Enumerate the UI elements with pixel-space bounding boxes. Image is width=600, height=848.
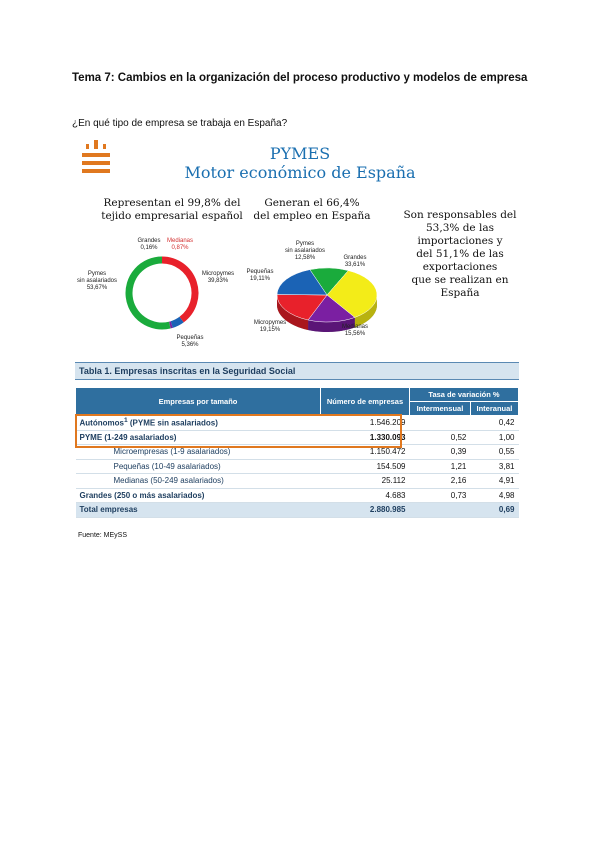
label-line: Medianas <box>166 238 193 244</box>
right-caption <box>390 209 530 300</box>
table-row <box>76 488 519 503</box>
donut-label-grandes <box>134 238 164 252</box>
left-caption <box>92 197 252 223</box>
row-yearly: 1,00 <box>470 430 518 445</box>
data-table <box>75 387 519 518</box>
pie-label-micropymes <box>250 320 290 334</box>
right-caption-line: Son responsables del <box>403 209 517 221</box>
label-line: 39,83% <box>207 278 229 284</box>
row-yearly: 0,42 <box>470 416 518 431</box>
table-row <box>76 474 519 489</box>
pie-label-pymes-sin-asalariados <box>282 241 328 262</box>
row-monthly: 0,52 <box>410 430 471 445</box>
label-line: 15,56% <box>344 331 366 337</box>
table-row <box>76 459 519 474</box>
header-rate: Tasa de variación % <box>410 388 519 402</box>
right-caption-line: España <box>440 287 480 299</box>
row-number: 154.509 <box>321 459 410 474</box>
row-number: 1.330.093 <box>321 430 410 445</box>
row-monthly <box>410 416 471 431</box>
row-label: Total empresas <box>76 503 321 518</box>
row-label-text: Autónomos <box>79 419 124 429</box>
row-number: 4.683 <box>321 488 410 503</box>
label-line: Pequeñas <box>246 269 274 275</box>
table-source: Fuente: MEySS <box>78 532 128 539</box>
mid-caption-line: del empleo en España <box>253 210 371 222</box>
right-caption-line: que se realizan en <box>411 274 509 286</box>
row-monthly: 1,21 <box>410 459 471 474</box>
label-line: 0,16% <box>140 245 158 251</box>
pie-label-pequenas <box>243 269 277 283</box>
donut-slice <box>172 320 182 325</box>
infographic-heading: PYMES <box>269 144 331 163</box>
row-label: Medianas (50-249 asalariados) <box>76 474 321 489</box>
right-caption-line: exportaciones <box>422 261 498 273</box>
label-line: sin asalariados <box>76 278 118 284</box>
header-size: Empresas por tamaño <box>76 388 321 416</box>
row-number: 1.150.472 <box>321 445 410 460</box>
pie-label-grandes <box>338 255 372 269</box>
table-title: Tabla 1. Empresas inscritas en la Seguridad Social <box>75 362 519 380</box>
row-label: Pequeñas (10-49 asalariados) <box>76 459 321 474</box>
row-yearly: 4,98 <box>470 488 518 503</box>
header-number: Número de empresas <box>321 388 410 416</box>
row-yearly: 3,81 <box>470 459 518 474</box>
row-number: 2.880.985 <box>321 503 410 518</box>
donut-slice <box>129 260 170 326</box>
row-number: 25.112 <box>321 474 410 489</box>
left-caption-line: Representan el 99,8% del <box>103 197 241 209</box>
label-line: Medianas <box>341 324 368 330</box>
mid-caption <box>247 197 377 223</box>
header-monthly: Intermensual <box>410 402 471 416</box>
label-line: 0,87% <box>171 245 189 251</box>
pymes-infographic <box>72 138 528 348</box>
label-line: Grandes <box>343 255 367 261</box>
row-yearly: 4,91 <box>470 474 518 489</box>
pie-label-medianas <box>338 324 372 338</box>
right-caption-line: importaciones y <box>417 235 503 247</box>
row-label: Microempresas (1-9 asalariados) <box>76 445 321 460</box>
highlight-box <box>75 414 402 448</box>
label-line: 19,15% <box>259 327 281 333</box>
row-label: Grandes (250 o más asalariados) <box>76 488 321 503</box>
right-caption-line: del 51,1% de las <box>416 248 504 260</box>
infographic-subheading: Motor económico de España <box>184 163 416 182</box>
row-label: PYME (1-249 asalariados) <box>76 430 321 445</box>
label-line: 5,36% <box>181 342 199 348</box>
mid-caption-line: Generan el 66,4% <box>264 197 360 209</box>
donut-label-micropymes <box>198 271 238 285</box>
row-label-text: (PYME sin asalariados) <box>127 419 218 429</box>
label-line: Micropymes <box>201 271 235 277</box>
label-line: Pymes <box>295 241 315 247</box>
label-line: 12,58% <box>294 255 316 261</box>
row-monthly: 2,16 <box>410 474 471 489</box>
label-line: Micropymes <box>253 320 287 326</box>
row-monthly <box>410 503 471 518</box>
table-total-row <box>76 503 519 518</box>
document-title: Tema 7: Cambios en la organización del proceso productivo y modelos de empresa <box>72 72 528 84</box>
label-line: Pymes <box>87 271 107 277</box>
label-line: 33,61% <box>344 262 366 268</box>
label-line: Grandes <box>137 238 161 244</box>
right-caption-line: 53,3% de las <box>426 222 494 234</box>
donut-label-pymes-sin-asalariados <box>72 271 122 292</box>
donut-slice <box>162 260 195 320</box>
row-yearly: 0,55 <box>470 445 518 460</box>
row-yearly: 0,69 <box>470 503 518 518</box>
question-text: ¿En qué tipo de empresa se trabaja en España? <box>72 118 288 129</box>
header-yearly: Interanual <box>470 402 518 416</box>
donut-label-medianas <box>164 238 196 252</box>
label-line: Pequeñas <box>176 335 204 341</box>
row-monthly: 0,73 <box>410 488 471 503</box>
left-caption-line: tejido empresarial español <box>101 210 243 222</box>
donut-chart <box>122 253 202 333</box>
row-monthly: 0,39 <box>410 445 471 460</box>
label-line: 19,11% <box>250 276 270 282</box>
footnote-marker: 1 <box>123 417 128 425</box>
label-line: 53,67% <box>86 285 108 291</box>
row-number: 1.546.209 <box>321 416 410 431</box>
label-line: sin asalariados <box>284 248 326 254</box>
donut-label-pequenas <box>172 335 208 349</box>
